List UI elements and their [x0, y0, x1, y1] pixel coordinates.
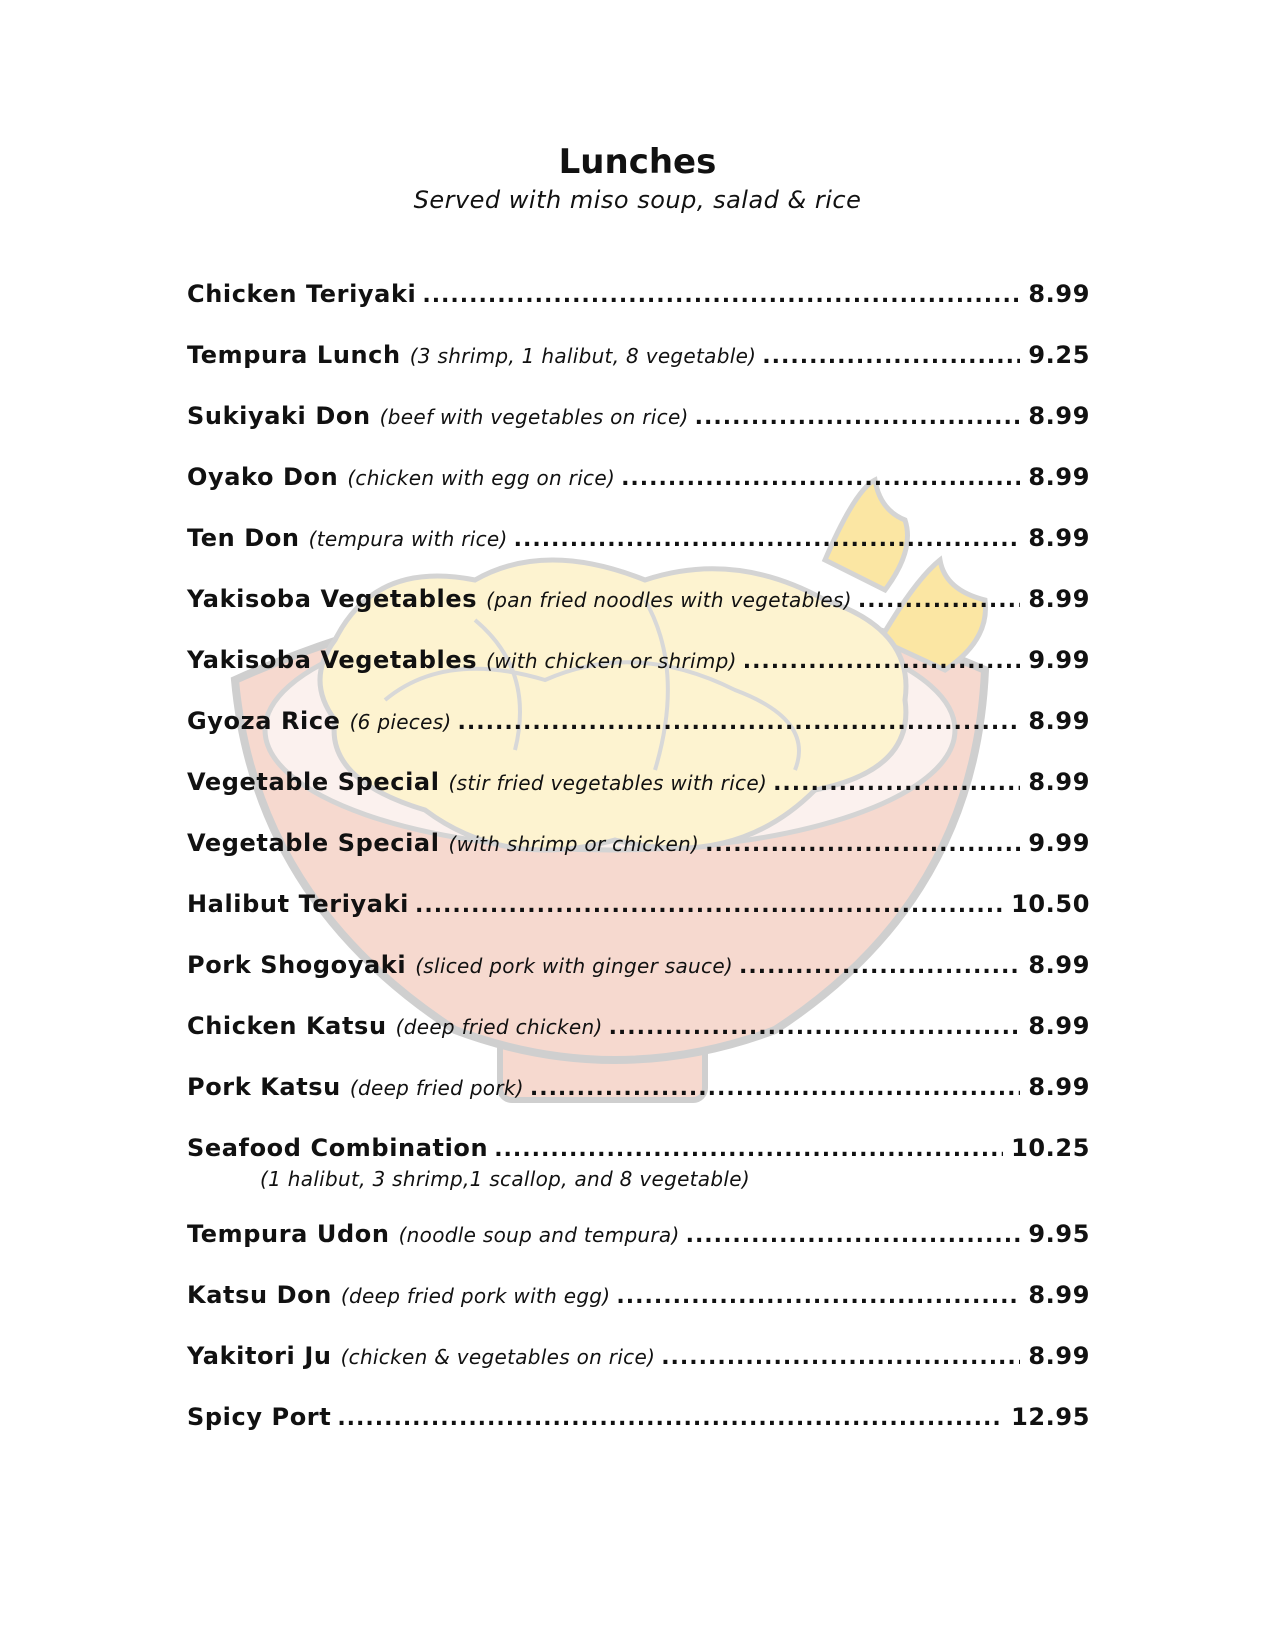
menu-item-note: (1 halibut, 3 shrimp,1 scallop, and 8 vegetable) — [260, 1167, 750, 1191]
menu-item-price: 9.99 — [1028, 829, 1090, 857]
menu-item-price: 8.99 — [1028, 1281, 1090, 1309]
menu-item-name: Oyako Don — [187, 463, 339, 491]
menu-item-name: Chicken Teriyaki — [187, 280, 417, 308]
dot-leader — [458, 705, 1021, 741]
menu-item-row — [187, 1338, 1090, 1374]
menu-item-row — [187, 581, 1090, 617]
dot-leader — [661, 1340, 1020, 1376]
dot-leader — [773, 766, 1020, 802]
menu-item-price: 8.99 — [1028, 524, 1090, 552]
menu-item-name: Vegetable Special — [187, 768, 440, 796]
menu-item-description: (deep fried pork) — [349, 1076, 524, 1100]
menu-item-row — [187, 764, 1090, 800]
menu-item-name: Yakisoba Vegetables — [187, 585, 478, 613]
dot-leader — [743, 644, 1021, 680]
menu-item-description: (6 pieces) — [349, 710, 452, 734]
menu-item-price: 10.50 — [1011, 890, 1090, 918]
menu-item-description: (with shrimp or chicken) — [448, 832, 700, 856]
menu-item — [187, 764, 1090, 825]
dot-leader — [494, 1132, 1003, 1168]
menu-item-description: (beef with vegetables on rice) — [379, 405, 689, 429]
menu-list — [187, 276, 1090, 1460]
dot-leader — [621, 461, 1020, 497]
menu-item-name: Vegetable Special — [187, 829, 440, 857]
menu-item — [187, 1130, 1090, 1216]
menu-item-price: 8.99 — [1028, 1012, 1090, 1040]
menu-item-name: Yakitori Ju — [187, 1342, 332, 1370]
menu-item-row — [187, 1008, 1090, 1044]
dot-leader — [616, 1279, 1020, 1315]
menu-item-name: Pork Shogoyaki — [187, 951, 407, 979]
menu-item-name: Pork Katsu — [187, 1073, 341, 1101]
menu-item — [187, 520, 1090, 581]
menu-item-row — [187, 703, 1090, 739]
menu-item-row — [187, 276, 1090, 312]
menu-item-price: 9.95 — [1028, 1220, 1090, 1248]
menu-item — [187, 1277, 1090, 1338]
menu-item-price: 8.99 — [1028, 951, 1090, 979]
menu-item-row — [187, 642, 1090, 678]
menu-item-name: Tempura Lunch — [187, 341, 401, 369]
menu-item-price: 12.95 — [1011, 1403, 1090, 1431]
menu-item — [187, 398, 1090, 459]
dot-leader — [739, 949, 1020, 985]
menu-item-description: (chicken & vegetables on rice) — [340, 1345, 656, 1369]
menu-item-price: 8.99 — [1028, 1073, 1090, 1101]
menu-item — [187, 276, 1090, 337]
menu-item — [187, 1399, 1090, 1460]
menu-item-description: (sliced pork with ginger sauce) — [415, 954, 734, 978]
menu-item-description: (3 shrimp, 1 halibut, 8 vegetable) — [409, 344, 757, 368]
menu-item-price: 8.99 — [1028, 402, 1090, 430]
page-subtitle: Served with miso soup, salad & rice — [413, 186, 862, 214]
dot-leader — [858, 583, 1021, 619]
dot-leader — [415, 888, 1003, 924]
menu-item — [187, 1069, 1090, 1130]
menu-item-row — [187, 337, 1090, 373]
menu-item-description: (deep fried pork with egg) — [340, 1284, 611, 1308]
menu-item-row — [187, 947, 1090, 983]
menu-item-description: (deep fried chicken) — [395, 1015, 603, 1039]
dot-leader — [530, 1071, 1021, 1107]
dot-leader — [705, 827, 1020, 863]
menu-item-name: Tempura Udon — [187, 1220, 390, 1248]
menu-item — [187, 581, 1090, 642]
menu-header — [0, 140, 1275, 216]
menu-item-name: Katsu Don — [187, 1281, 332, 1309]
menu-item-description: (pan fried noodles with vegetables) — [486, 588, 852, 612]
menu-item-name: Seafood Combination — [187, 1134, 489, 1162]
menu-item-price: 9.25 — [1028, 341, 1090, 369]
dot-leader — [695, 400, 1021, 436]
menu-item-name: Gyoza Rice — [187, 707, 341, 735]
dot-leader — [514, 522, 1021, 558]
menu-item-description: (tempura with rice) — [308, 527, 508, 551]
menu-item-name: Chicken Katsu — [187, 1012, 387, 1040]
menu-item-name: Sukiyaki Don — [187, 402, 371, 430]
page-title: Lunches — [558, 142, 717, 182]
menu-item-row — [187, 1216, 1090, 1252]
menu-item-price: 9.99 — [1028, 646, 1090, 674]
menu-item-price: 8.99 — [1028, 463, 1090, 491]
dot-leader — [762, 339, 1020, 375]
menu-item-name: Ten Don — [187, 524, 300, 552]
menu-item-row — [187, 1130, 1090, 1166]
menu-item-price: 8.99 — [1028, 707, 1090, 735]
menu-item-price: 8.99 — [1028, 768, 1090, 796]
dot-leader — [686, 1218, 1021, 1254]
menu-item-row — [187, 520, 1090, 556]
menu-item — [187, 886, 1090, 947]
menu-item-price: 8.99 — [1028, 1342, 1090, 1370]
menu-item-row — [187, 459, 1090, 495]
menu-item-row — [187, 1399, 1090, 1435]
menu-item-name: Halibut Teriyaki — [187, 890, 409, 918]
menu-item-description: (noodle soup and tempura) — [398, 1223, 680, 1247]
menu-item — [187, 1216, 1090, 1277]
menu-item — [187, 459, 1090, 520]
menu-item-description: (with chicken or shrimp) — [486, 649, 737, 673]
menu-item-description: (stir fried vegetables with rice) — [448, 771, 768, 795]
menu-item-description: (chicken with egg on rice) — [347, 466, 616, 490]
menu-item-price: 8.99 — [1028, 585, 1090, 613]
menu-item — [187, 1338, 1090, 1399]
menu-item-row — [187, 1277, 1090, 1313]
menu-item-price: 10.25 — [1011, 1134, 1090, 1162]
menu-item — [187, 703, 1090, 764]
menu-item — [187, 825, 1090, 886]
menu-item-name: Yakisoba Vegetables — [187, 646, 478, 674]
dot-leader — [609, 1010, 1021, 1046]
menu-item — [187, 642, 1090, 703]
menu-item-price: 8.99 — [1028, 280, 1090, 308]
menu-item-name: Spicy Port — [187, 1403, 332, 1431]
menu-item — [187, 337, 1090, 398]
dot-leader — [337, 1401, 1003, 1437]
menu-item — [187, 1008, 1090, 1069]
dot-leader — [422, 278, 1020, 314]
menu-item-row — [187, 398, 1090, 434]
menu-item — [187, 947, 1090, 1008]
menu-item-row — [187, 825, 1090, 861]
menu-item-row — [187, 1069, 1090, 1105]
menu-item-row — [187, 886, 1090, 922]
